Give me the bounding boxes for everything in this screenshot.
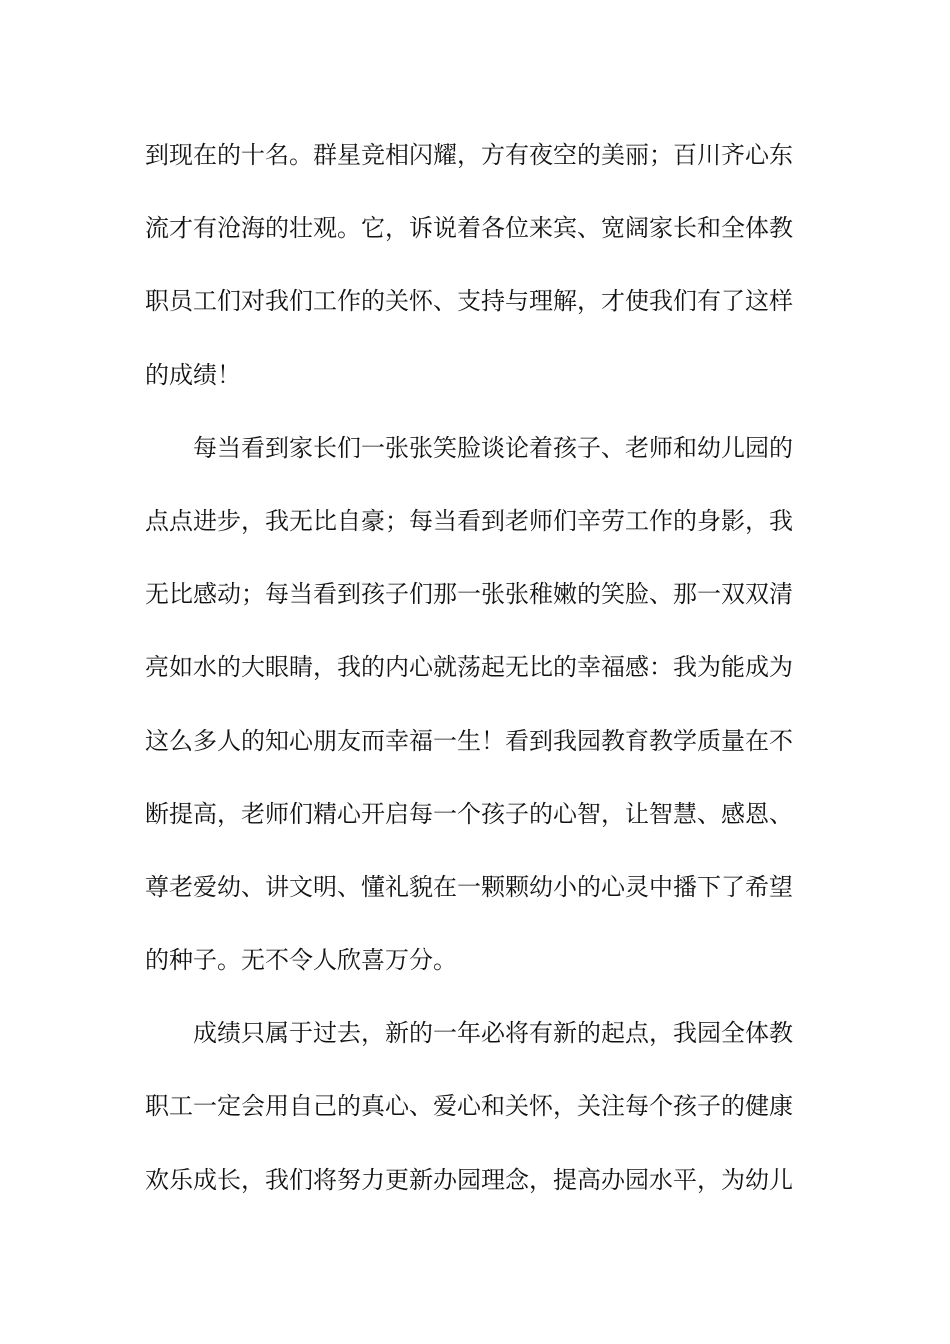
text-line: 无比感动；每当看到孩子们那一张张稚嫩的笑脸、那一双双清	[145, 580, 793, 609]
text-line: 亮如水的大眼睛，我的内心就荡起无比的幸福感：我为能成为	[145, 653, 793, 682]
text-line: 欢乐成长，我们将努力更新办园理念，提高办园水平，为幼儿	[145, 1165, 793, 1194]
text-line: 点点进步，我无比自豪；每当看到老师们辛劳工作的身影，我	[145, 506, 793, 535]
text-line: 流才有沧海的壮观。它，诉说着各位来宾、宽阔家长和全体教	[145, 214, 793, 243]
text-line: 的种子。无不令人欣喜万分。	[145, 946, 457, 975]
text-line: 职员工们对我们工作的关怀、支持与理解，才使我们有了这样	[145, 287, 793, 316]
text-line: 断提高，老师们精心开启每一个孩子的心智，让智慧、感恩、	[145, 799, 793, 828]
text-line: 职工一定会用自己的真心、爱心和关怀，关注每个孩子的健康	[145, 1092, 793, 1121]
text-line: 到现在的十名。群星竞相闪耀，方有夜空的美丽；百川齐心东	[145, 141, 793, 169]
paragraph-first-line: 每当看到家长们一张张笑脸谈论着孩子、老师和幼儿园的	[193, 433, 793, 462]
text-line: 尊老爱幼、讲文明、懂礼貌在一颗颗幼小的心灵中播下了希望	[145, 872, 793, 901]
text-line: 的成绩！	[145, 360, 241, 389]
text-line: 这么多人的知心朋友而幸福一生！看到我园教育教学质量在不	[145, 726, 793, 755]
paragraph-first-line: 成绩只属于过去，新的一年必将有新的起点，我园全体教	[193, 1019, 793, 1048]
document-body	[145, 126, 810, 1224]
